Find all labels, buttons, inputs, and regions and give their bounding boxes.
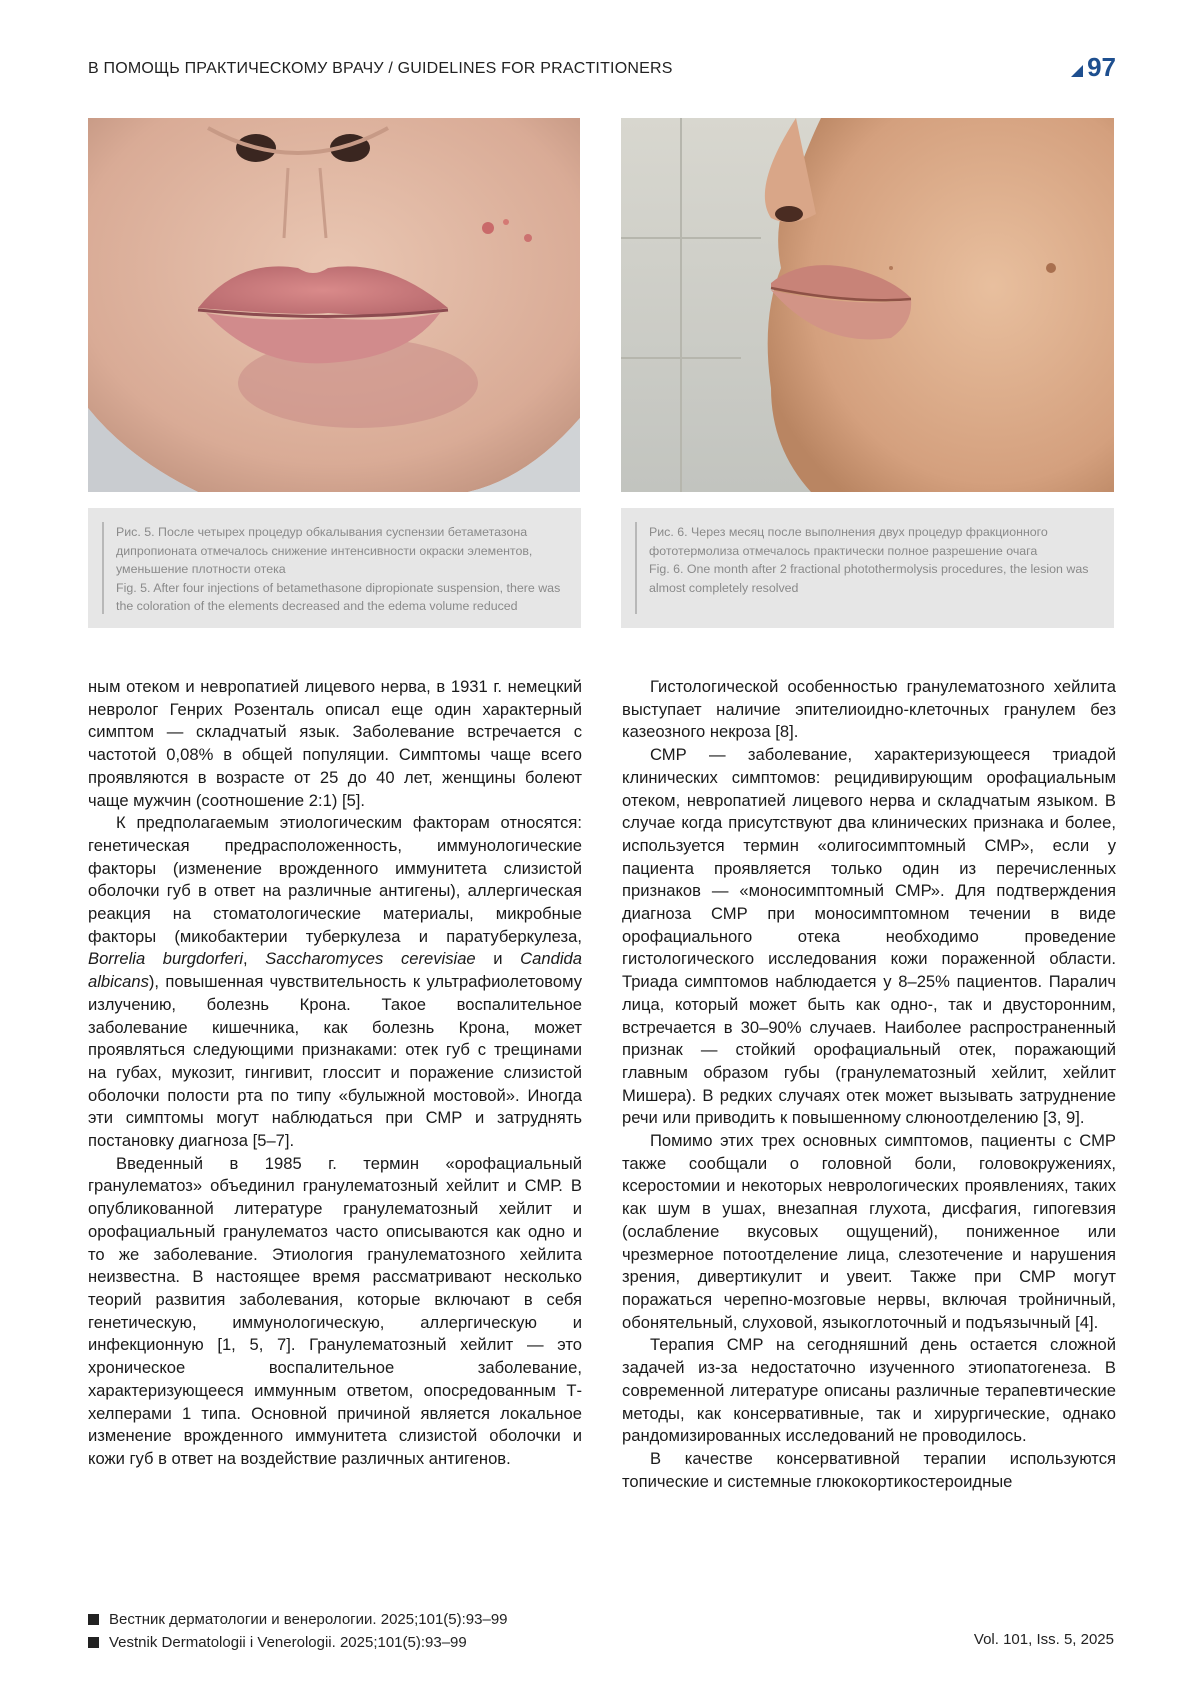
paragraph: СМР — заболевание, характеризующееся триадой клинических симптомов: рецидивирующим орофациальным отеком, невропатией лицевого нерва и складчатым языком. В случае когда присутствуют два клинических признака и более, используется термин «олигосимптомный СМР», если у пациента проявляется только один из перечисленных признаков — «моносимптомный СМР». Для подтверждения диагноза СМР при моносимптомном течении в виде орофациального отека необходимо проведение гистологического исследования кожи пораженной области. Триада симптомов наблюдается у 8–25% пациентов. Паралич лица, который может быть как одно-, так и двусторонним, встречается в 30–90% случаев. Наиболее распространенный признак — стойкий орофациальный отек, поражающий главным образом губы (гранулематозный хейлит, хейлит Мишера). В редких случаях отек может вызывать затруднение речи или приводить к повышенному слюноотделению [3, 9]. — [622, 745, 1116, 1128]
figure-5-photo — [88, 118, 580, 492]
square-bullet-icon — [88, 1637, 99, 1648]
caption-bar — [102, 522, 104, 614]
page-number — [1071, 52, 1116, 83]
page-number-text: 97 — [1087, 52, 1116, 82]
running-title: В ПОМОЩЬ ПРАКТИЧЕСКОМУ ВРАЧУ / GUIDELINES FOR PRACTITIONERS — [88, 60, 673, 77]
figure-6-caption-ru: Рис. 6. Через месяц после выполнения двух процедур фракционного фототермолиза отмечалось практически полное разрешение очага — [649, 525, 1048, 558]
paragraph: ным отеком и невропатией лицевого нерва, в 1931 г. немецкий невролог Генрих Розенталь описал еще один характерный симптом — складчатый язык. Заболевание встречается с частотой 0,08% в общей популяции. Симптомы чаще всего проявляются в возрасте от 25 до 40 лет, женщины болеют чаще мужчин (соотношение 2:1) [5]. — [88, 677, 582, 810]
running-header — [88, 52, 1116, 88]
paragraph: Гистологической особенностью гранулематозного хейлита выступает наличие эпителиоидно-клеточных гранулем без казеозного некроза [8]. — [622, 677, 1116, 742]
paragraph: Помимо этих трех основных симптомов, пациенты с СМР также сообщали о головной боли, головокружениях, ксеростомии и некоторых неврологических проявлениях, таких как шум в ушах, внезапная глухота, дисфагия, гипогевзия (ослабление вкусовых ощущений), пониженное или чрезмерное потоотделение лица, слезотечение и нарушения зрения, дивертикулит и увеит. Также при СМР могут поражаться черепно-мозговые нервы, включая тройничный, обонятельный, слуховой, языкоглоточный и подъязычный [4]. — [622, 1131, 1116, 1332]
paragraph: Терапия СМР на сегодняшний день остается сложной задачей из-за недостаточно изученного этиопатогенеза. В современной литературе описаны различные терапевтические методы, как консервативные, так и хирургические, однако рандомизированных исследований не проводилось. — [622, 1335, 1116, 1446]
figure-6-caption-en: Fig. 6. One month after 2 fractional photothermolysis procedures, the lesion was almost completely resolved — [649, 562, 1089, 595]
paragraph: В качестве консервативной терапии используются топические и системные глюкокортикостероидные — [622, 1448, 1116, 1491]
figure-5-caption-en: Fig. 5. After four injections of betamethasone dipropionate suspension, there was the coloration of the elements decreased and the edema volume reduced — [116, 580, 561, 613]
paragraph: Введенный в 1985 г. термин «орофациальный гранулематоз» объединил гранулематозный хейлит и СМР. В опубликованной литературе гранулематозный хейлит и орофациальный гранулематоз часто описываются как одно и то же заболевание. Этиология гранулематозного хейлита неизвестна. В настоящее время рассматривают несколько теорий развития заболевания, которые включают в себя генетическую, иммунологическую, аллергическую и инфекционную [1, 5, 7]. Гранулематозный хейлит — это хроническое воспалительное заболевание, характеризующееся иммунным ответом, опосредованным Т-хелперами 1 типа. Основной причиной является локальное изменение врожденного иммунитета слизистой оболочки и кожи губ в ответ на воздействие различных антигенов. — [88, 1153, 582, 1468]
figure-5-caption-ru: Рис. 5. После четырех процедур обкалывания суспензии бетаметазона дипропионата отмечалось снижение интенсивности окраски элементов, уменьшение плотности отека — [116, 525, 533, 576]
footer-citation — [88, 1608, 508, 1654]
paragraph: К предполагаемым этиологическим факторам относятся: генетическая предрасположенность, иммунологические факторы (изменение врожденного иммунитета слизистой оболочки губ в ответ на различные антигены), аллергическая реакция на стоматологические материалы, микробные факторы (микобактерии туберкулеза и паратуберкулеза, Borrelia burgdorferi, Saccharomyces cerevisiae и Candida albicans), повышенная чувствительность к ультрафиолетовому излучению, болезнь Крона. Такое воспалительное заболевание кишечника, как болезнь Крона, может проявляться следующими признаками: отек губ с трещинами на губах, мукозит, гингивит, глоссит и поражение слизистой оболочки полости рта по типу «булыжной мостовой». Иногда эти симптомы могут наблюдаться при СМР и затруднять постановку диагноза [5–7]. — [88, 813, 582, 1151]
body-column-right — [622, 676, 1116, 1493]
caption-bar — [635, 522, 637, 614]
figure-6-photo — [621, 118, 1114, 492]
figure-6-caption — [621, 508, 1114, 628]
footer-volume: Vol. 101, Iss. 5, 2025 — [973, 1631, 1114, 1648]
triangle-icon — [1071, 65, 1083, 77]
figure-5-caption — [88, 508, 581, 628]
square-bullet-icon — [88, 1614, 99, 1625]
body-column-left — [88, 676, 582, 1471]
citation-ru: Вестник дерматологии и венерологии. 2025;101(5):93–99 — [109, 1611, 508, 1628]
citation-en: Vestnik Dermatologii i Venerologii. 2025;101(5):93–99 — [109, 1634, 467, 1651]
